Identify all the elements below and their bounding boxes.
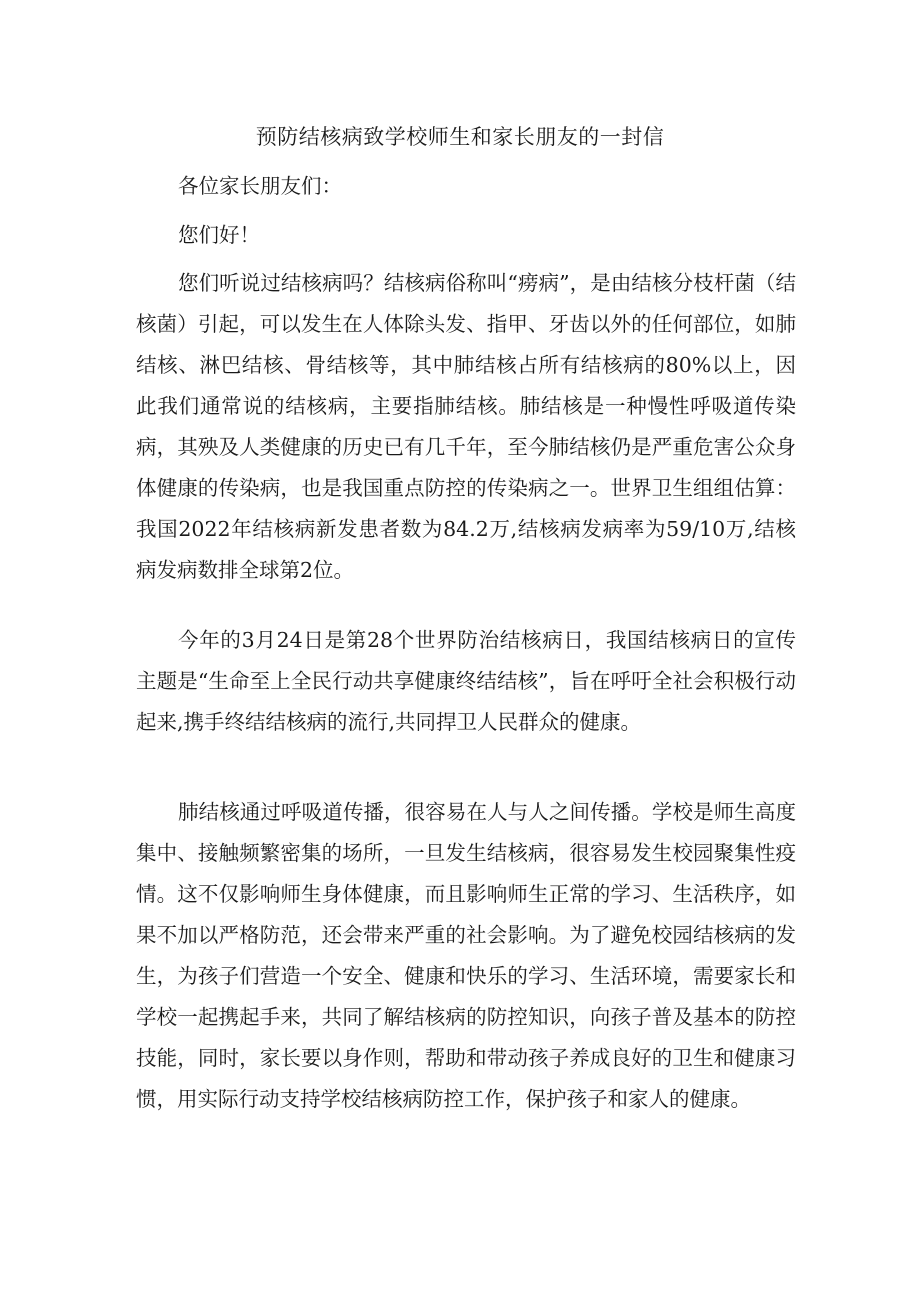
letter-title: 预防结核病致学校师生和家长朋友的一封信: [255, 125, 665, 149]
salutation: 各位家长朋友们：: [178, 174, 342, 198]
paragraph-world-tb-day: 今年的3月24日是第28个世界防治结核病日，我国结核病日的宣传主题是“生命至上全民行动共享健康终结结核”，旨在呼吁全社会积极行动起来,携手终结结核病的流行,共同捍卫人民群众的健康。: [136, 628, 796, 734]
paragraph-tuberculosis-intro: 您们听说过结核病吗？结核病俗称叫“痨病”，是由结核分枝杆菌（结核菌）引起，可以发生在人体除头发、指甲、牙齿以外的任何部位，如肺结核、淋巴结核、骨结核等，其中肺结核占所有结核病的80%以上，因此我们通常说的结核病，主要指肺结核。肺结核是一种慢性呼吸道传染病，其殃及人类健康的历史已有几千年，至今肺结核仍是严重危害公众身体健康的传染病，也是我国重点防控的传染病之一。世界卫生组组估算：我国2022年结核病新发患者数为84.2万,结核病发病率为59/10万,结核病发病数排全球第2位。: [136, 271, 796, 582]
greeting: 您们好！: [178, 223, 260, 247]
paragraph-school-prevention: 肺结核通过呼吸道传播，很容易在人与人之间传播。学校是师生高度集中、接触频繁密集的场所，一旦发生结核病，很容易发生校园聚集性疫情。这不仅影响师生身体健康，而且影响师生正常的学习、生活秩序，如果不加以严格防范，还会带来严重的社会影响。为了避免校园结核病的发生，为孩子们营造一个安全、健康和快乐的学习、生活环境，需要家长和学校一起携起手来，共同了解结核病的防控知识，向孩子普及基本的防控技能，同时，家长要以身作则，帮助和带动孩子养成良好的卫生和健康习惯，用实际行动支持学校结核病防控工作，保护孩子和家人的健康。: [136, 800, 796, 1111]
